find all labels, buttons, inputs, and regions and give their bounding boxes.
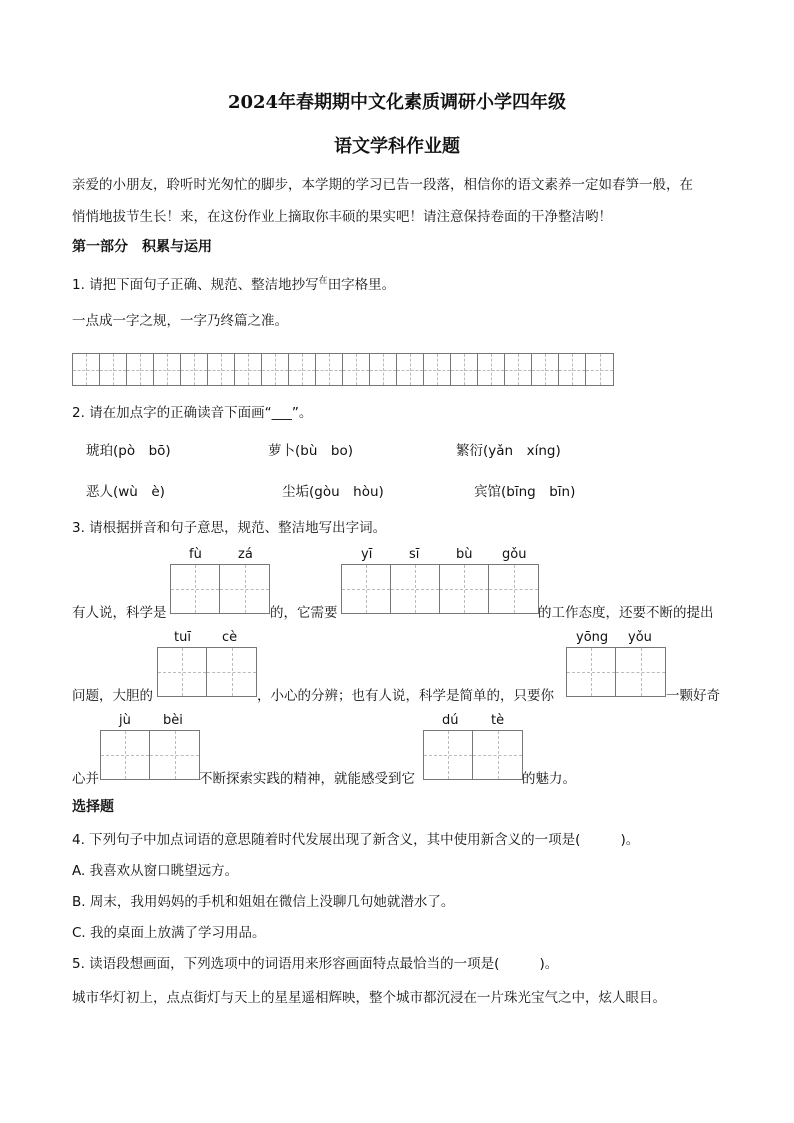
q1-grid-cell[interactable]	[505, 354, 532, 385]
q1-prompt-a: 1. 请把下面句子正确、规范、整洁地抄写	[72, 277, 319, 293]
q2-item-5: 尘垢(gòu hòu)	[282, 484, 384, 500]
q1-grid-cell[interactable]	[370, 354, 397, 385]
q1-grid-cell[interactable]	[100, 354, 127, 385]
q3-line1-b: 的，它需要	[270, 605, 338, 621]
q1-grid-cell[interactable]	[343, 354, 370, 385]
q1-grid-cell[interactable]	[559, 354, 586, 385]
pinyin-bei: bèi	[163, 713, 183, 728]
q1-grid-cell[interactable]	[586, 354, 613, 385]
pinyin-te: tè	[491, 713, 505, 728]
grid-jubei[interactable]	[100, 730, 200, 780]
q1-grid-cell[interactable]	[316, 354, 343, 385]
q3-line3-b: 不断探索实践的精神，就能感受到它	[199, 771, 415, 787]
q2-item-4: 恶人(wù è)	[86, 484, 165, 500]
grid-yongyou[interactable]	[566, 647, 666, 697]
q3-line1-a: 有人说，科学是	[72, 605, 167, 621]
q2-prompt: 2. 请在加点字的正确读音下面画“___”。	[72, 405, 313, 421]
pinyin-si: sī	[409, 547, 420, 562]
q3-line2-b: ，小心的分辨；也有人说，科学是简单的，只要你	[257, 688, 554, 704]
pinyin-ju: jù	[119, 713, 131, 728]
pinyin-you: yǒu	[628, 630, 652, 645]
pinyin-tui: tuī	[174, 630, 191, 645]
grid-yisibugou[interactable]	[341, 564, 539, 614]
pinyin-za: zá	[238, 547, 253, 562]
q4-option-a: A. 我喜欢从窗口眺望远方。	[72, 863, 239, 879]
q2-item-3: 繁衍(yǎn xíng)	[456, 443, 561, 459]
q1-grid-cell[interactable]	[451, 354, 478, 385]
q3-line3-c: 的魅力。	[522, 771, 576, 787]
q1-grid-cell[interactable]	[181, 354, 208, 385]
q5-prompt	[72, 952, 558, 972]
pinyin-bu: bù	[456, 547, 473, 562]
page-subtitle: 语文学科作业题	[334, 136, 460, 157]
grid-tuice[interactable]	[157, 647, 257, 697]
q1-prompt	[72, 273, 395, 293]
q3-line3-a: 心并	[72, 771, 99, 787]
q5-passage: 城市华灯初上，点点街灯与天上的星星遥相辉映，整个城市都沉浸在一片珠光宝气之中，炫人眼目。	[72, 990, 666, 1006]
part1-heading: 第一部分 积累与运用	[72, 239, 212, 255]
q4-option-b: B. 周末，我用妈妈的手机和姐姐在微信上没聊几句她就潜水了。	[72, 894, 455, 910]
q1-prompt-sup: 在	[318, 276, 328, 286]
pinyin-ce: cè	[222, 630, 238, 645]
q1-grid-cell[interactable]	[73, 354, 100, 385]
q5-prompt-a: 5. 读语段想画面，下列选项中的词语用来形容画面特点最恰当的一项是(	[72, 956, 500, 972]
q1-writing-grid[interactable]	[72, 353, 614, 386]
pinyin-gou: gǒu	[502, 547, 527, 562]
grid-dute[interactable]	[423, 730, 523, 780]
q2-item-6: 宾馆(bīng bīn)	[474, 484, 576, 500]
q1-sentence: 一点成一字之规，一字乃终篇之准。	[72, 313, 288, 329]
q3-line2-a: 问题，大胆的	[72, 688, 153, 704]
q3-line1-c: 的工作态度，还要不断的提出	[538, 605, 714, 621]
q1-grid-cell[interactable]	[262, 354, 289, 385]
q3-prompt: 3. 请根据拼音和句子意思，规范、整洁地写出字词。	[72, 520, 387, 536]
q4-prompt	[72, 828, 639, 848]
choice-heading: 选择题	[72, 799, 114, 815]
q1-grid-cell[interactable]	[127, 354, 154, 385]
q4-option-c: C. 我的桌面上放满了学习用品。	[72, 925, 266, 941]
q3-line2-c: 一颗好奇	[666, 688, 720, 704]
q1-prompt-b: 田字格里。	[327, 277, 396, 293]
pinyin-yong: yōng	[576, 630, 609, 645]
q2-item-1: 琥珀(pò bō)	[86, 443, 171, 459]
q4-prompt-a: 4. 下列句子中加点词语的意思随着时代发展出现了新含义，其中使用新含义的一项是(	[72, 832, 581, 848]
q2-item-2: 萝卜(bù bo)	[268, 443, 353, 459]
intro-line-2: 悄悄地拔节生长！来，在这份作业上摘取你丰硕的果实吧！请注意保持卷面的干净整洁哟！	[72, 209, 612, 225]
q1-grid-cell[interactable]	[424, 354, 451, 385]
q1-grid-cell[interactable]	[235, 354, 262, 385]
pinyin-du: dú	[442, 713, 459, 728]
pinyin-fu: fù	[189, 547, 202, 562]
q1-grid-cell[interactable]	[289, 354, 316, 385]
q1-grid-cell[interactable]	[397, 354, 424, 385]
q4-prompt-b: )。	[620, 832, 640, 848]
page-title: 2024年春期期中文化素质调研小学四年级	[227, 92, 567, 113]
q5-prompt-b: )。	[539, 956, 559, 972]
q1-grid-cell[interactable]	[532, 354, 559, 385]
grid-fuza[interactable]	[170, 564, 270, 614]
pinyin-yi: yī	[361, 547, 373, 562]
q1-grid-cell[interactable]	[208, 354, 235, 385]
q1-grid-cell[interactable]	[154, 354, 181, 385]
intro-line-1: 亲爱的小朋友，聆听时光匆忙的脚步，本学期的学习已告一段落，相信你的语文素养一定如春笋一般，在	[72, 177, 693, 193]
q1-grid-cell[interactable]	[478, 354, 505, 385]
